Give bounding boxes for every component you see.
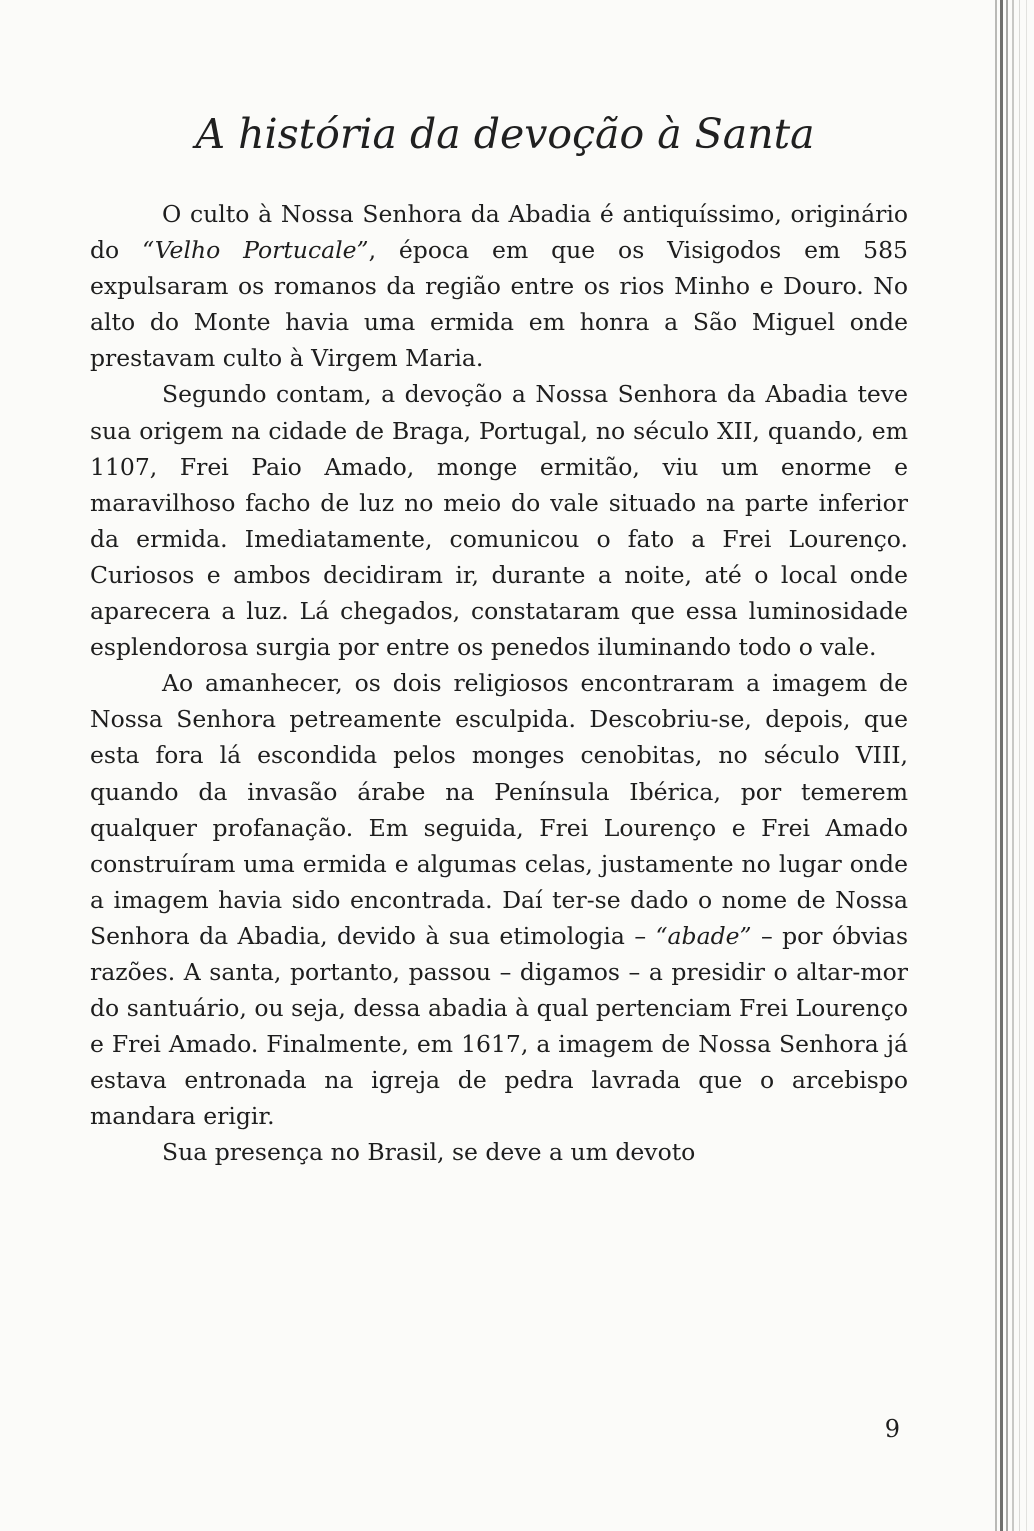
page-edge (995, 0, 997, 1531)
paragraph-text: – por óbvias razões. A santa, portanto, passou – digamos – a presidir o altar-mor do santuário, ou seja, dessa abadia à qual pertenciam Frei Lourenço e Frei Amado. Finalmente, em 1617, a imagem de Nossa Senhora já estava entronada na igreja de pedra lavrada que o arcebispo mandara erigir. (90, 921, 909, 1131)
page-edge (1000, 0, 1003, 1531)
page-title: A história da devoção à Santa (195, 110, 815, 158)
paragraph-2 (90, 376, 908, 665)
italic-quote: “abade” (655, 921, 752, 950)
paragraph-4 (90, 1134, 908, 1170)
page-edge (1012, 0, 1014, 1531)
paragraph-text: O culto à Nossa Senhora da Abadia é antiquíssimo, originário do (90, 200, 908, 265)
paragraph-text: Sua presença no Brasil, se deve a um devoto (162, 1138, 696, 1167)
page-edge (1026, 0, 1027, 1531)
paragraph-1 (90, 196, 908, 376)
italic-quote: “Velho Portucale” (142, 236, 369, 265)
paragraph-text: Ao amanhecer, os dois religiosos encontraram a imagem de Nossa Senhora petreamente esculpida. Descobriu-se, depois, que esta fora lá escondida pelos monges cenobitas, no século VIII, quando da invasão árabe na Península Ibérica, por temerem qualquer profanação. Em seguida, Frei Lourenço e Frei Amado construíram uma ermida e algumas celas, justamente no lugar onde a imagem havia sido encontrada. Daí ter-se dado o nome de Nossa Senhora da Abadia, devido à sua etimologia – (90, 669, 908, 950)
paragraph-text: , época em que os Visigodos em 585 expulsaram os romanos da região entre os rios Minho e Douro. No alto do Monte havia uma ermida em honra a São Miguel onde prestavam culto à Virgem Maria. (90, 236, 908, 373)
paragraph-text: Segundo contam, a devoção a Nossa Senhora da Abadia teve sua origem na cidade de Braga, Portugal, no século XII, quando, em 1107, Frei Paio Amado, monge ermitão, viu um enorme e maravilhoso facho de luz no meio do vale situado na parte inferior da ermida. Imediatamente, comunicou o fato a Frei Lourenço. Curiosos e ambos decidiram ir, durante a noite, até o local onde aparecera a luz. Lá chegados, constataram que essa luminosidade esplendorosa surgia por entre os penedos iluminando todo o vale. (90, 380, 908, 662)
page-number: 9 (884, 1415, 900, 1443)
page-edge (1006, 0, 1008, 1531)
body-text (90, 196, 908, 1171)
page-edge (1019, 0, 1020, 1531)
paragraph-3 (90, 665, 908, 1134)
